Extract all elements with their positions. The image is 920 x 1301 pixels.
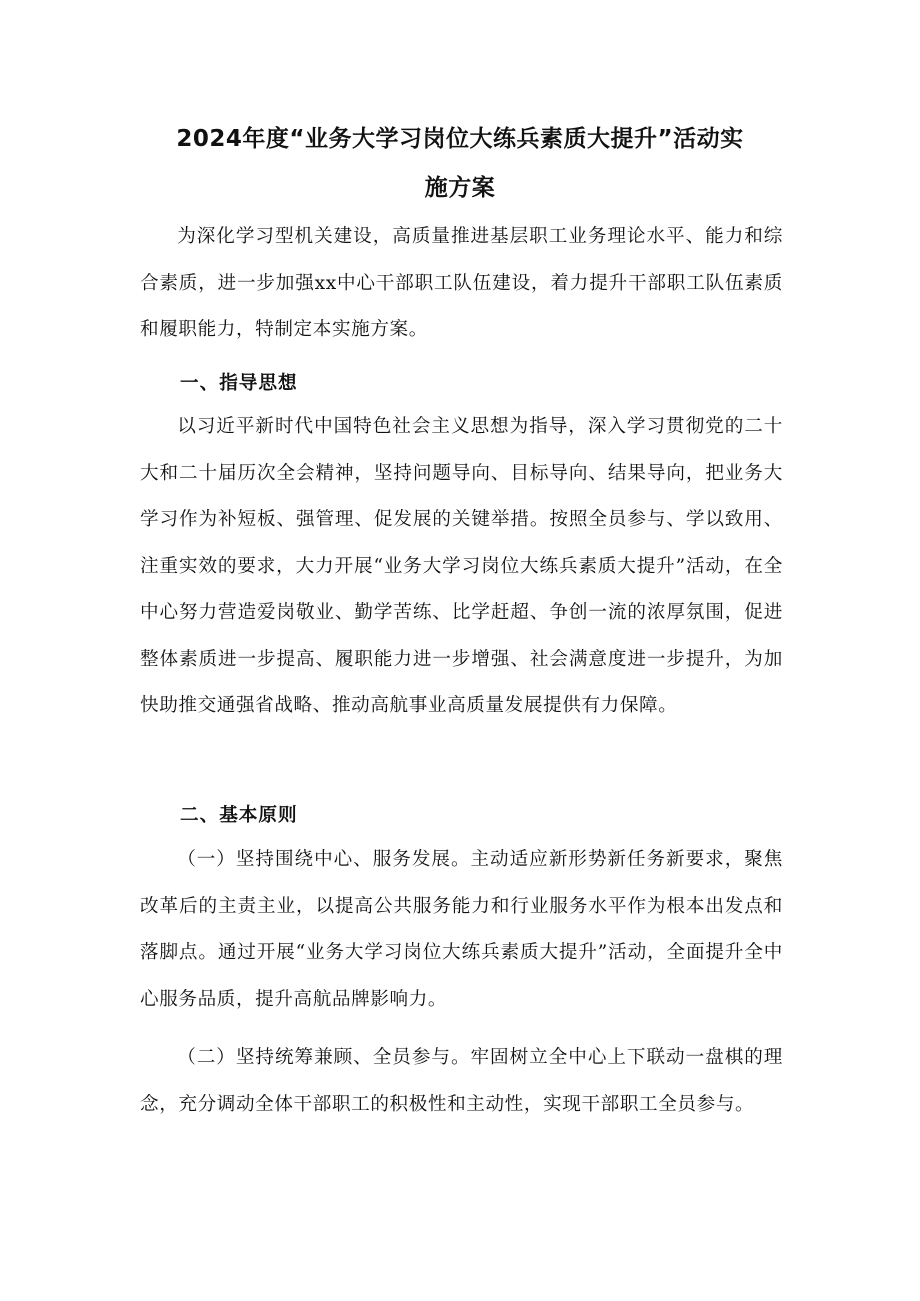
section-2-item-1-paragraph: （一）坚持围绕中心、服务发展。主动适应新形势新任务新要求，聚焦改革后的主责主业，以提高公共服务能力和行业服务水平作为根本出发点和落脚点。通过开展“业务大学习岗位大练兵素质大提升”活动，全面提升全中心服务品质，提升高航品牌影响力。 <box>140 849 783 1010</box>
section-2-heading: 二、基本原则 <box>180 805 298 826</box>
intro-paragraph: 为深化学习型机关建设，高质量推进基层职工业务理论水平、能力和综合素质，进一步加强xx中心干部职工队伍建设，着力提升干部职工队伍素质和履职能力，特制定本实施方案。 <box>140 226 783 340</box>
document-title-line-1: 2024年度“业务大学习岗位大练兵素质大提升”活动实 <box>176 126 744 152</box>
section-1-paragraph: 以习近平新时代中国特色社会主义思想为指导，深入学习贯彻党的二十大和二十届历次全会精神，坚持问题导向、目标导向、结果导向，把业务大学习作为补短板、强管理、促发展的关键举措。按照全员参与、学以致用、注重实效的要求，大力开展“业务大学习岗位大练兵素质大提升”活动，在全中心努力营造爱岗敬业、勤学苦练、比学赶超、争创一流的浓厚氛围，促进整体素质进一步提高、履职能力进一步增强、社会满意度进一步提升，为加快助推交通强省战略、推动高航事业高质量发展提供有力保障。 <box>140 416 783 716</box>
document-title-line-2: 施方案 <box>424 175 496 201</box>
section-1-heading: 一、指导思想 <box>180 373 298 394</box>
section-2-item-2-paragraph: （二）坚持统筹兼顾、全员参与。牢固树立全中心上下联动一盘棋的理念，充分调动全体干部职工的积极性和主动性，实现干部职工全员参与。 <box>140 1047 783 1115</box>
